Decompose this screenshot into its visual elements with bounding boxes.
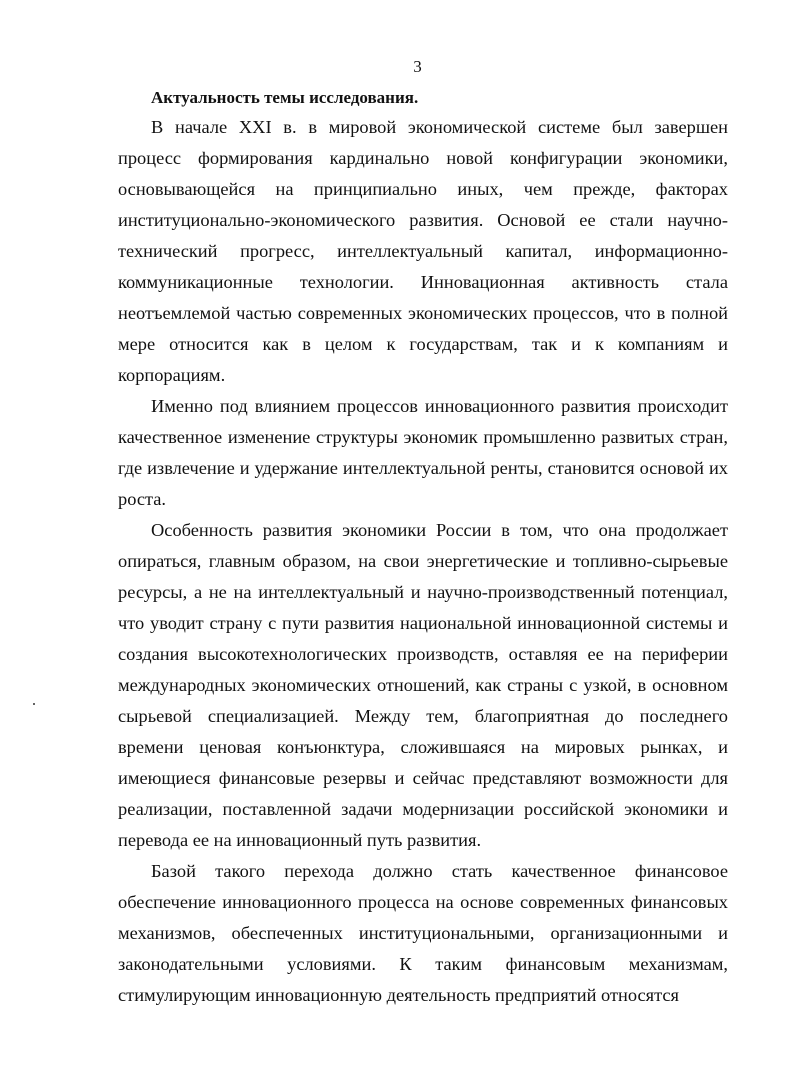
paragraph-4: Базой такого перехода должно стать качественное финансовое обеспечение инновационного процесса на основе современных финансовых механизмов, обеспеченных институциональными, организационными и законодательными условиями. К таким финансовым механизмам, стимулирующим инновационную деятельность предприятий относятся: [118, 861, 728, 1005]
paragraph-1: В начале XXI в. в мировой экономической системе был завершен процесс формирования кардинально новой конфигурации экономики, основывающейся на принципиально иных, чем прежде, факторах институционально-экономического развития. Основой ее стали научно-технический прогресс, интеллектуальный капитал, информационно-коммуникационные технологии. Инновационная активность стала неотъемлемой частью современных экономических процессов, что в полной мере относится как в целом к государствам, так и к компаниям и корпорациям.: [118, 117, 728, 385]
paragraph-3: Особенность развития экономики России в том, что она продолжает опираться, главным образом, на свои энергетические и топливно-сырьевые ресурсы, а не на интеллектуальный и научно-производственный потенциал, что уводит страну с пути развития национальной инновационной системы и создания высокотехнологических производств, оставляя ее на периферии международных экономических отношений, как страны с узкой, в основном сырьевой специализацией. Между тем, благоприятная до последнего времени ценовая конъюнктура, сложившаяся на мировых рынках, и имеющиеся финансовые резервы и сейчас представляют возможности для реализации, поставленной задачи модернизации российской экономики и перевода ее на инновационный путь развития.: [118, 520, 728, 850]
scan-speck: [33, 703, 35, 705]
page-number: 3: [413, 57, 422, 76]
paragraph-2: Именно под влиянием процессов инновационного развития происходит качественное изменение структуры экономик промышленно развитых стран, где извлечение и удержание интеллектуальной ренты, становится основой их роста.: [118, 396, 728, 509]
section-heading: Актуальность темы исследования.: [151, 88, 419, 107]
